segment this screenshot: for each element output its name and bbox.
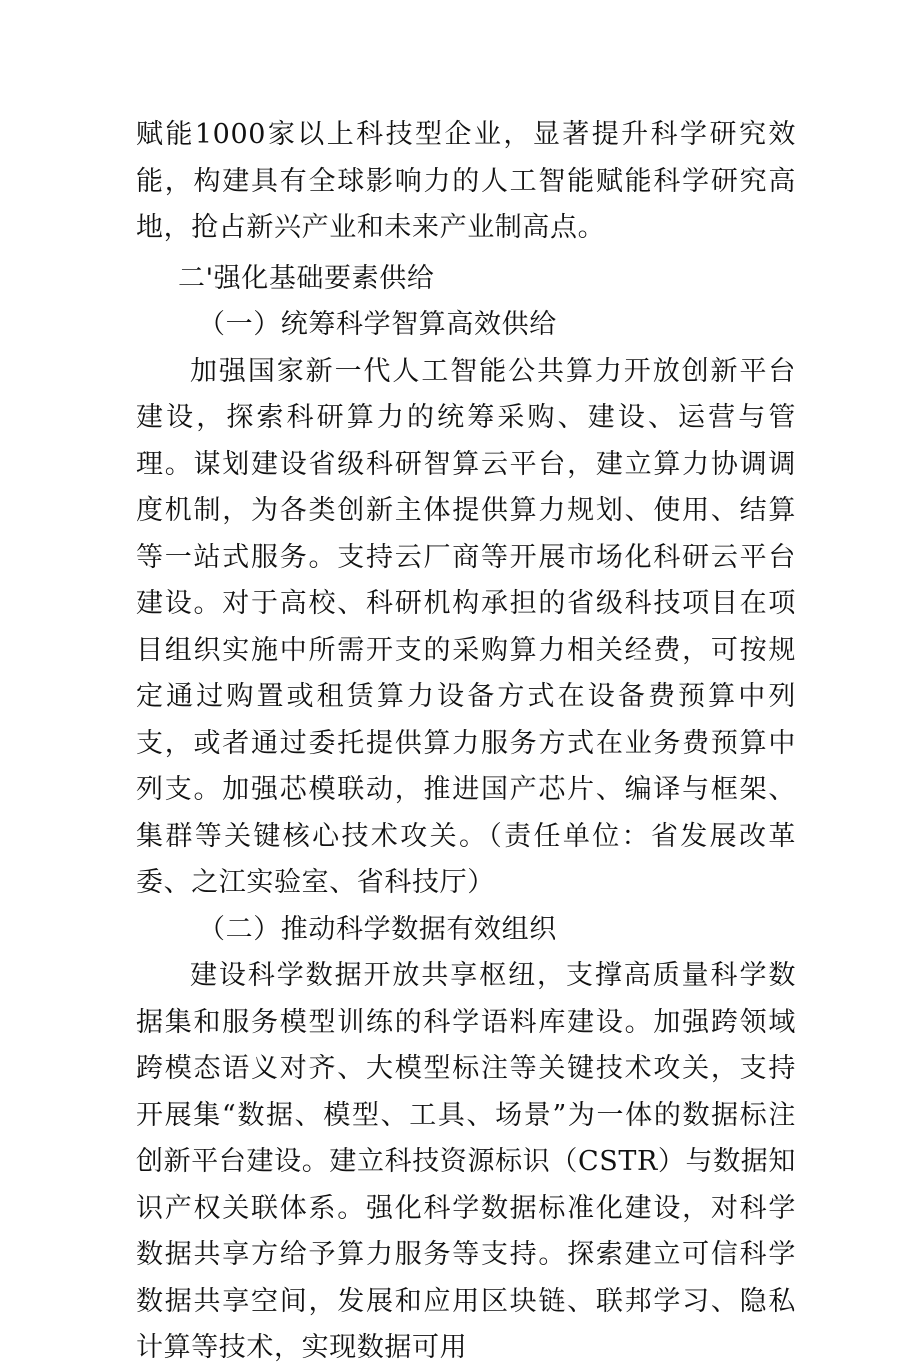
subsection-heading: （二）推动科学数据有效组织	[198, 913, 557, 945]
subsection-heading: （一）统筹科学智算高效供给	[198, 309, 557, 340]
paragraph: 加强国家新一代人工智能公共算力开放创新平台建设，探索科研算力的统筹采购、建设、运营与管理。谋划建设省级科研智算云平台，建立算力协调调度机制，为各类创新主体提供算力规划、使用、结算等一站式服务。支持云厂商等开展市场化科研云平台建设。对于高校、科研机构承担的省级科技项目在项目组织实施中所需开支的采购算力相关经费，可按规定通过购置或租赁算力设备方式在设备费预算中列支，或者通过委托提供算力服务方式在业务费预算中列支。加强芯模联动，推进国产芯片、编译与框架、集群等关键核心技术攻关。（责任单位：省发展改革委、之江实验室、省科技厅）	[136, 355, 796, 898]
section-heading: 二'强化基础要素供给	[178, 262, 435, 294]
paragraph-continued: 赋能1000家以上科技型企业，显著提升科学研究效能，构建具有全球影响力的人工智能赋能科学研究高地，抢占新兴产业和未来产业制高点。	[136, 119, 796, 243]
document-body	[136, 112, 796, 1372]
paragraph: 建设科学数据开放共享枢纽，支撑高质量科学数据集和服务模型训练的科学语料库建设。加强跨领域跨模态语义对齐、大模型标注等关键技术攻关，支持开展集“数据、模型、工具、场景”为一体的数据标注创新平台建设。建立科技资源标识（CSTR）与数据知识产权关联体系。强化科学数据标准化建设，对科学数据共享方给予算力服务等支持。探索建立可信科学数据共享空间，发展和应用区块链、联邦学习、隐私计算等技术，实现数据可用	[136, 960, 796, 1363]
